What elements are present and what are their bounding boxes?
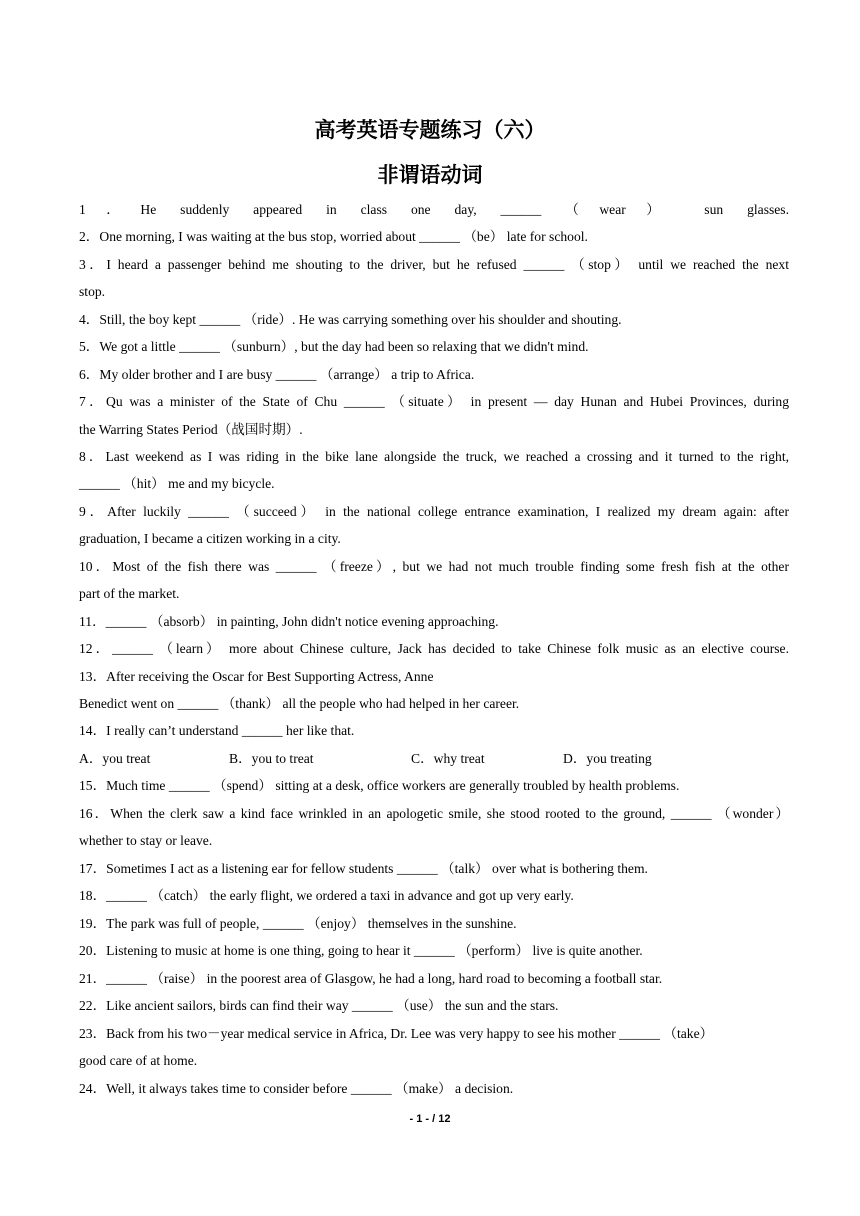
question-line: 2．One morning, I was waiting at the bus stop, worried about ______ （be） late for school. xyxy=(79,229,588,244)
question-line: whether to stay or leave. xyxy=(79,833,213,848)
question-line: ______ （hit） me and my bicycle. xyxy=(79,476,275,491)
question-line: 15．Much time ______ （spend） sitting at a desk, office workers are generally troubled by health problems. xyxy=(79,778,680,793)
question-line: 24．Well, it always takes time to consider before ______ （make） a decision. xyxy=(79,1081,514,1096)
question-line: the Warring States Period（战国时期）. xyxy=(79,422,303,437)
question-line: 6．My older brother and I are busy ______ （arrange） a trip to Africa. xyxy=(79,367,475,382)
question-line: Benedict went on ______ （thank） all the people who had helped in her career. xyxy=(79,696,520,711)
question-line: 8．Last weekend as I was riding in the bike lane alongside the truck, we reached a crossing and it turned to the right, xyxy=(79,449,789,464)
option-c: C．why treat xyxy=(411,751,485,766)
question-line: 7．Qu was a minister of the State of Chu ______ （situate） in present — day Hunan and Hubei Provinces, during xyxy=(79,394,789,409)
option-b: B．you to treat xyxy=(229,751,314,766)
question-line: 18．______ （catch） the early flight, we ordered a taxi in advance and got up very early. xyxy=(79,888,574,903)
question-line: 19．The park was full of people, ______ （enjoy） themselves in the sunshine. xyxy=(79,916,517,931)
question-line: 11．______ （absorb） in painting, John didn't notice evening approaching. xyxy=(79,614,499,629)
page-title: 高考英语专题练习（六） xyxy=(314,118,546,142)
question-line: 4．Still, the boy kept ______ （ride）. He was carrying something over his shoulder and shouting. xyxy=(79,312,622,327)
question-line: 10．Most of the fish there was ______ （freeze）, but we had not much trouble finding some fresh fish at the other xyxy=(79,559,789,574)
question-line: graduation, I became a citizen working in a city. xyxy=(79,531,341,546)
question-line: 13．After receiving the Oscar for Best Supporting Actress, Anne xyxy=(79,669,434,684)
question-line: stop. xyxy=(79,284,106,299)
question-line: 17．Sometimes I act as a listening ear for fellow students ______ （talk） over what is bothering them. xyxy=(79,861,648,876)
question-line: 1．He suddenly appeared in class one day, ______ （wear） sun glasses. xyxy=(79,202,789,217)
question-line: 12．______ （learn） more about Chinese culture, Jack has decided to take Chinese folk music as an elective course. xyxy=(79,641,789,656)
question-line: 9．After luckily ______ （succeed） in the national college entrance examination, I realized my dream again: after xyxy=(79,504,789,519)
question-line: 21．______ （raise） in the poorest area of Glasgow, he had a long, hard road to becoming a football star. xyxy=(79,971,663,986)
page-number: - 1 - / 12 xyxy=(409,1113,451,1125)
question-line: 5．We got a little ______ （sunburn）, but the day had been so relaxing that we didn't mind. xyxy=(79,339,589,354)
page-subtitle: 非谓语动词 xyxy=(377,163,483,187)
question-line: 3．I heard a passenger behind me shouting to the driver, but he refused ______ （stop） until we reached the next xyxy=(79,257,789,272)
option-a: A．you treat xyxy=(79,751,151,766)
question-line: part of the market. xyxy=(79,586,180,601)
question-line: 14．I really can’t understand ______ her like that. xyxy=(79,723,355,738)
question-line: 22．Like ancient sailors, birds can find their way ______ （use） the sun and the stars. xyxy=(79,998,559,1013)
option-d: D．you treating xyxy=(563,751,652,766)
question-line: 23．Back from his two－year medical service in Africa, Dr. Lee was very happy to see his mother ______ （take） xyxy=(79,1026,714,1041)
question-line: 16．When the clerk saw a kind face wrinkled in an apologetic smile, she stood rooted to the ground, ______ （wonder） xyxy=(79,806,789,821)
question-line: good care of at home. xyxy=(79,1053,198,1068)
question-line: 20．Listening to music at home is one thing, going to hear it ______ （perform） live is quite another. xyxy=(79,943,643,958)
